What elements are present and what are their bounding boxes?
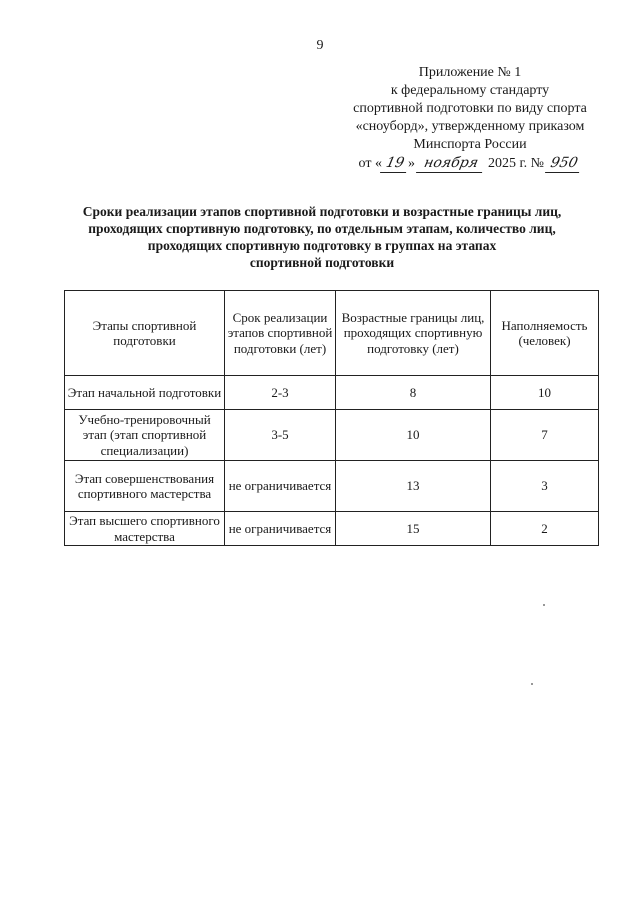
stages-table [64, 290, 599, 546]
title-line: проходящих спортивную подготовку, по отдельным этапам, количество лиц, [88, 221, 556, 236]
scan-speck [531, 683, 533, 685]
occupancy-cell: 7 [491, 410, 599, 461]
age-cell: 8 [336, 376, 491, 410]
order-year: 2025 г. № [487, 156, 544, 171]
title-line: проходящих спортивную подготовку в группах на этапах [147, 238, 497, 253]
duration-cell: не ограничивается [225, 512, 336, 546]
occupancy-cell: 2 [491, 512, 599, 546]
occupancy-cell: 3 [491, 461, 599, 512]
scan-speck [543, 604, 545, 606]
appendix-title: Приложение № 1 [418, 65, 522, 80]
appendix-line: спортивной подготовки по виду спорта [353, 101, 587, 116]
table-row [65, 512, 599, 546]
order-line [330, 154, 610, 173]
appendix-block [330, 64, 610, 173]
title-line: Сроки реализации этапов спортивной подготовки и возрастные границы лиц, [82, 204, 562, 219]
page-number: 9 [316, 38, 324, 53]
age-cell: 13 [336, 461, 491, 512]
table-row [65, 376, 599, 410]
age-cell: 10 [336, 410, 491, 461]
duration-cell: 3-5 [225, 410, 336, 461]
duration-cell: не ограничивается [225, 461, 336, 512]
header-cell-stages: Этапы спортивной подготовки [65, 291, 225, 376]
appendix-line: «сноуборд», утвержденному приказом [355, 119, 585, 134]
appendix-ministry: Минспорта России [413, 137, 527, 152]
order-quote: » [407, 156, 415, 171]
order-number-handwritten: 950 [545, 154, 583, 173]
stage-name-cell: Этап начальной подготовки [65, 376, 225, 410]
age-cell: 15 [336, 512, 491, 546]
stage-name-cell: Учебно-тренировочный этап (этап спортивной специализации) [65, 410, 225, 461]
table-header-row [65, 291, 599, 376]
order-prefix: от « [358, 156, 382, 171]
header-cell-occupancy: Наполняемость (человек) [491, 291, 599, 376]
stage-name-cell: Этап совершенствования спортивного мастерства [65, 461, 225, 512]
stage-name-cell: Этап высшего спортивного мастерства [65, 512, 225, 546]
duration-cell: 2-3 [225, 376, 336, 410]
table-row [65, 461, 599, 512]
header-cell-duration: Срок реализации этапов спортивной подготовки (лет) [225, 291, 336, 376]
table-row [65, 410, 599, 461]
title-line: спортивной подготовки [249, 255, 395, 270]
appendix-line: к федеральному стандарту [390, 83, 550, 98]
header-cell-age-limits: Возрастные границы лиц, проходящих спортивную подготовку (лет) [336, 291, 491, 376]
order-month-handwritten: ноября [416, 154, 486, 173]
order-day-handwritten: 19 [380, 154, 410, 173]
occupancy-cell: 10 [491, 376, 599, 410]
document-title [62, 203, 582, 271]
